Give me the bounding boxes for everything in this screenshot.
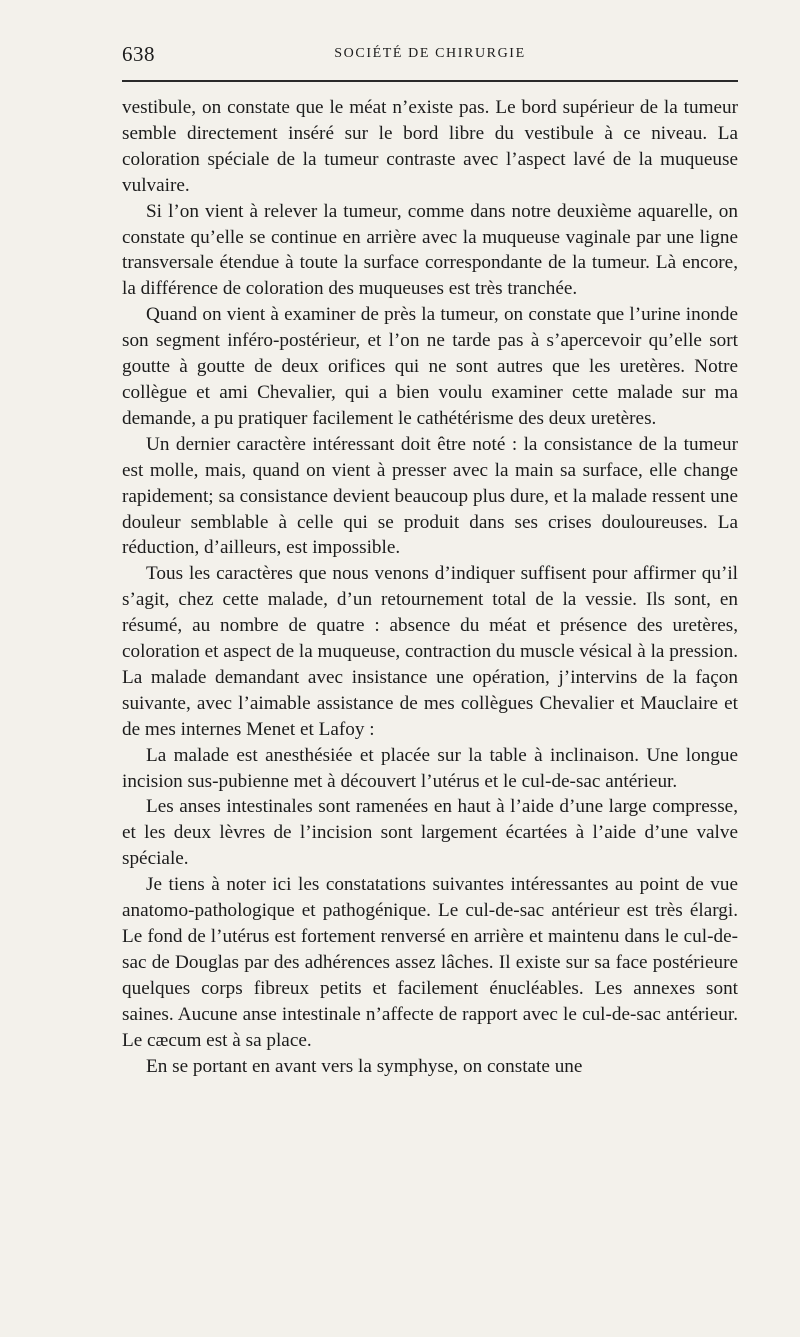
- header-rule: [122, 80, 738, 82]
- paragraph: Si l’on vient à relever la tumeur, comme dans notre deuxième aquarelle, on constate qu’elle se continue en arrière avec la muqueuse vaginale par une ligne transversale étendue à toute la surface correspondante de la tumeur. Là encore, la différence de coloration des muqueuses est très tranchée.: [122, 200, 738, 300]
- page-number: 638: [122, 42, 155, 66]
- paragraph: Les anses intestinales sont ramenées en haut à l’aide d’une large compresse, et les deux lèvres de l’incision sont largement écartées à l’aide d’une valve spéciale.: [122, 796, 738, 870]
- paragraph: vestibule, on constate que le méat n’existe pas. Le bord supérieur de la tumeur semble directement inséré sur le bord libre du vestibule à ce niveau. La coloration spéciale de la tumeur contraste avec l’aspect lavé de la muqueuse vulvaire.: [122, 97, 738, 196]
- running-title: SOCIÉTÉ DE CHIRURGIE: [334, 46, 526, 61]
- paragraph: En se portant en avant vers la symphyse, on constate une: [146, 1055, 583, 1077]
- page-header: [122, 42, 738, 68]
- paragraph: Je tiens à noter ici les constatations suivantes intéressantes au point de vue anatomo-pathologique et pathogénique. Le cul-de-sac antérieur est très élargi. Le fond de l’utérus est fortement renversé en arrière et maintenu dans le cul-de-sac de Douglas par des adhérences assez lâches. Il existe sur sa face postérieure quelques corps fibreux petits et facilement énucléables. Les annexes sont saines. Aucune anse intestinale n’affecte de rapport avec le cul-de-sac antérieur. Le cæcum est à sa place.: [122, 874, 738, 1051]
- paragraph: Quand on vient à examiner de près la tumeur, on constate que l’urine inonde son segment inféro-postérieur, et l’on ne tarde pas à s’apercevoir qu’elle sort goutte à goutte de deux orifices qui ne sont autres que les uretères. Notre collègue et ami Chevalier, qui a bien voulu examiner cette malade sur ma demande, a pu pratiquer facilement le cathétérisme des deux uretères.: [122, 304, 738, 429]
- paragraph: Tous les caractères que nous venons d’indiquer suffisent pour affirmer qu’il s’agit, chez cette malade, d’un retournement total de la vessie. Ils sont, en résumé, au nombre de quatre : absence du méat et présence des uretères, coloration et aspect de la muqueuse, contraction du muscle vésical à la pression. La malade demandant avec insistance une opération, j’intervins de la façon suivante, avec l’aimable assistance de mes collègues Chevalier et Mauclaire et de mes internes Menet et Lafoy :: [122, 563, 738, 740]
- body-text: [122, 95, 738, 1079]
- paragraph: La malade est anesthésiée et placée sur la table à inclinaison. Une longue incision sus-pubienne met à découvert l’utérus et le cul-de-sac antérieur.: [122, 744, 738, 792]
- paragraph: Un dernier caractère intéressant doit être noté : la consistance de la tumeur est molle, mais, quand on vient à presser avec la main sa surface, elle change rapidement; sa consistance devient beaucoup plus dure, et la malade ressent une douleur semblable à celle qui se produit dans ses crises douloureuses. La réduction, d’ailleurs, est impossible.: [122, 433, 738, 559]
